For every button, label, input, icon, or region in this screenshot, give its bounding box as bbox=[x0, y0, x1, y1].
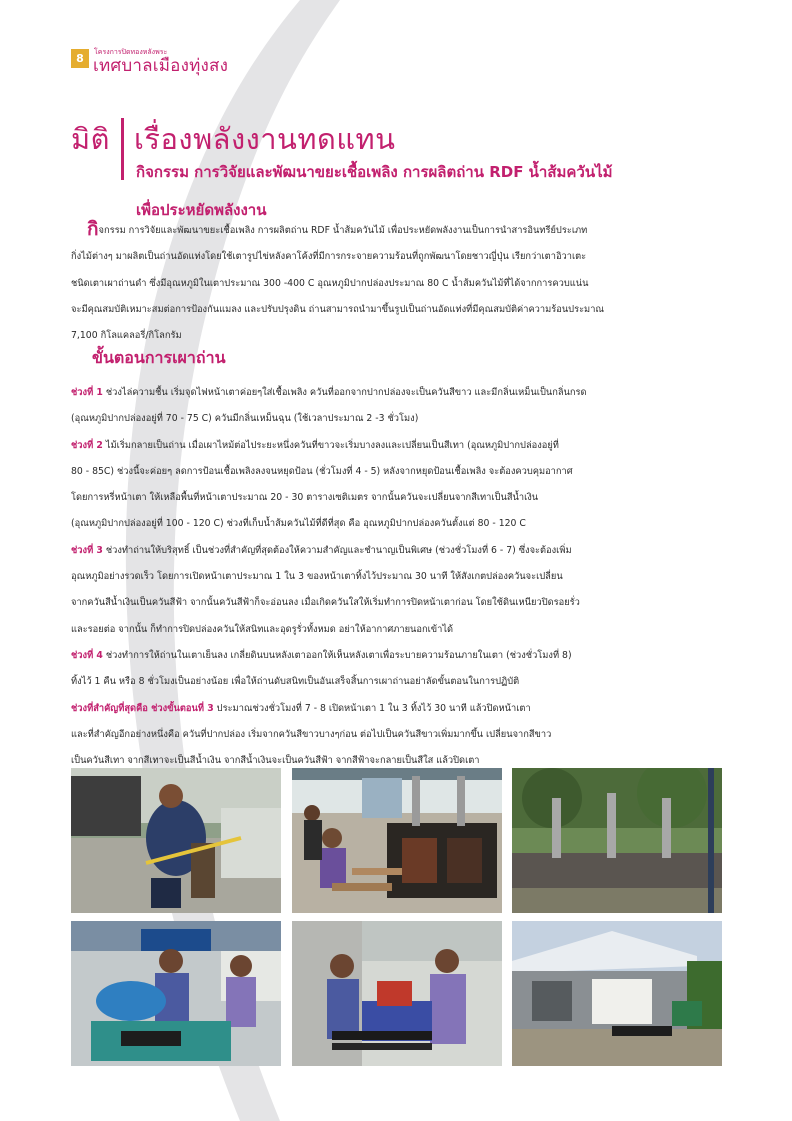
step-label: ช่วงที่ 2 bbox=[71, 439, 103, 451]
procedure-line bbox=[71, 696, 587, 722]
photo-washing-charcoal bbox=[71, 921, 281, 1066]
procedure-line-text: โดยการหรี่หน้าเตา ให้เหลือพื้นที่หน้าเตาประมาณ 20 - 30 ตารางเซติเมตร จากนั้นควันจะเปลี่ยนจากสีเทาเป็นสีน้ำเงิน bbox=[71, 492, 539, 504]
intro-line-2: กิ่งไม้ต่างๆ มาผลิตเป็นถ่านอัดแท่งโดยใช้เตารูปไข่หลังคาโค้งที่มีการกระจายความร้อนที่ถูกพัฒนาโดยชาวญี่ปุ่น เรียกว่าเตาอิวาเตะ bbox=[71, 251, 587, 263]
photo-man-sawing-wood bbox=[71, 768, 281, 913]
procedure-line-text: และที่สำคัญอีกอย่างหนึ่งคือ ควันที่ปากปล่อง เริ่มจากควันสีขาวบางๆก่อน ต่อไปเป็นควันสีขาวเพิ่มมากขึ้น เปลี่ยนจากสีขาว bbox=[71, 728, 552, 740]
intro-line-1 bbox=[71, 216, 604, 244]
title-part-a: มิติ bbox=[71, 122, 110, 156]
photo-kiln-loading bbox=[292, 768, 502, 913]
page-number-badge: 8 bbox=[71, 49, 89, 68]
step-label: ช่วงที่สำคัญที่สุดคือ ช่วงขั้นตอนที่ 3 bbox=[71, 702, 214, 714]
procedure-line-text: (อุณหภูมิปากปล่องอยู่ที่ 70 - 75 C) ควันมีกลิ่นเหม็นฉุน (ใช้เวลาประมาณ 2 -3 ชั่วโมง) bbox=[71, 413, 419, 425]
procedure-line-text: ไม้เริ่มกลายเป็นถ่าน เมื่อเผาไหม้ต่อไประยะหนึ่งควันที่ขาวจะเริ่มบางลงและเปลี่ยนเป็นสีเทา (อุณหภูมิปากปล่องอยู่ที่ bbox=[102, 439, 559, 451]
subtitle-line-1: กิจกรรม การวิจัยและพัฒนาขยะเชื้อเพลิง การผลิตถ่าน RDF น้ำส้มควันไม้ bbox=[136, 163, 613, 181]
procedure-line-text: และรอยต่อ จากนั้น ก็ทำการปิดปล่องควันให้สนิทและอุดรูรั่วทั้งหมด อย่าให้อากาศภายนอกเข้าได้ bbox=[71, 623, 454, 635]
procedure-line-text: ทิ้งไว้ 1 คืน หรือ 8 ชั่วโมงเป็นอย่างน้อย เพื่อให้ถ่านดับสนิทเป็นอันเสร็จสิ้นการเผาถ่านอย่าลัดขั้นตอนในการปฏิบัติ bbox=[71, 676, 520, 688]
procedure-body bbox=[71, 380, 587, 774]
procedure-line-text: ช่วงไล่ความชื้น เริ่มจุดไฟหน้าเตาค่อยๆใส่เชื้อเพลิง ควันที่ออกจากปากปล่องจะเป็นควันสีขาว และมีกลิ่นเหม็นเป็นกลิ่นกรด bbox=[102, 387, 587, 398]
header-org-name: เทศบาลเมืองทุ่งสง bbox=[93, 56, 229, 76]
procedure-line bbox=[71, 485, 587, 511]
dropcap: กิ bbox=[87, 218, 99, 240]
page-title: เรื่องพลังงานทดแทน bbox=[134, 122, 396, 156]
procedure-line bbox=[71, 617, 587, 643]
procedure-line-text: ช่วงทำการให้ถ่านในเตาเย็นลง เกลี่ยดินบนหลังเตาออกให้เห็นหลังเตาเพื่อระบายความร้อนภายในเตา (ช่วงชั่วโมงที่ 8) bbox=[102, 649, 572, 661]
procedure-heading: ขั้นตอนการเผาถ่าน bbox=[92, 348, 226, 367]
procedure-line bbox=[71, 433, 587, 459]
photo-facility-building bbox=[512, 921, 722, 1066]
procedure-line bbox=[71, 590, 587, 616]
procedure-line-text: ประมาณช่วงชั่วโมงที่ 7 - 8 เปิดหน้าเตา 1 ใน 3 ทิ้งไว้ 30 นาที แล้วปิดหน้าเตา bbox=[213, 702, 531, 714]
procedure-line-text: อุณหภูมิอย่างรวดเร็ว โดยการเปิดหน้าเตาประมาณ 1 ใน 3 ของหน้าเตาทิ้งไว้ประมาณ 30 นาที ให้สังเกตปล่องควันจะเปลี่ยน bbox=[71, 571, 563, 583]
procedure-line-text: จากควันสีน้ำเงินเป็นควันสีฟ้า จากนั้นควันสีฟ้าก็จะอ่อนลง เมื่อเกิดควันใสให้เริ่มทำการปิดหน้าเตาก่อน โดยใช้ดินเหนียวปิดรอยรั่ว bbox=[71, 597, 580, 609]
procedure-line bbox=[71, 538, 587, 564]
photo-charcoal-extruder bbox=[292, 921, 502, 1066]
intro-line-5: 7,100 กิโลแคลอรี่/กิโลกรัม bbox=[71, 330, 182, 342]
procedure-line-text: ช่วงทำถ่านให้บริสุทธิ์ เป็นช่วงที่สำคัญที่สุดต้องให้ความสำคัญและชำนาญเป็นพิเศษ (ช่วงชั่วโมงที่ 6 - 7) ซึ่งจะต้องเพิ่ม bbox=[102, 544, 572, 556]
procedure-line bbox=[71, 380, 587, 406]
procedure-line bbox=[71, 643, 587, 669]
subtitle-line-2: เพื่อประหยัดพลังงาน bbox=[136, 201, 267, 219]
step-label: ช่วงที่ 3 bbox=[71, 544, 103, 556]
step-label: ช่วงที่ 1 bbox=[71, 387, 103, 398]
procedure-line bbox=[71, 459, 587, 485]
intro-line-4: จะมีคุณสมบัติเหมาะสมต่อการป้องกันแมลง และปรับปรุงดิน ถ่านสามารถนำมาขึ้นรูปเป็นถ่านอัดแท่งที่มีคุณสมบัติค่าความร้อนประมาณ bbox=[71, 303, 605, 315]
procedure-line bbox=[71, 564, 587, 590]
photo-kilns-outdoor bbox=[512, 768, 722, 913]
intro-line-3: ชนิดเตาเผาถ่านดำ ซึ่งมีอุณหภูมิในเตาประมาณ 300 -400 C อุณหภูมิปากปล่องประมาณ 80 C น้ำส้มควันไม้ที่ได้จากการควบแน่น bbox=[71, 277, 589, 289]
procedure-line-text: เป็นควันสีเทา จากสีเทาจะเป็นสีน้ำเงิน จากสีน้ำเงินจะเป็นควันสีฟ้า จากสีฟ้าจะกลายเป็นสีใส แล้วปิดเตา bbox=[71, 755, 480, 767]
procedure-line bbox=[71, 511, 587, 537]
procedure-line bbox=[71, 669, 587, 695]
procedure-line bbox=[71, 406, 587, 432]
intro-paragraph bbox=[71, 216, 604, 349]
procedure-line-text: (อุณหภูมิปากปล่องอยู่ที่ 100 - 120 C) ช่วงที่เก็บน้ำส้มควันไม้ที่ดีที่สุด คือ อุณหภูมิปากปล่องควันตั้งแต่ 80 - 120 C bbox=[71, 518, 526, 530]
procedure-line bbox=[71, 722, 587, 748]
header-small-text: โครงการปิดทองหลังพระ bbox=[94, 48, 168, 56]
title-divider bbox=[121, 118, 124, 180]
procedure-line-text: 80 - 85C) ช่วงนี้จะค่อยๆ ลดการป้อนเชื้อเพลิงลงจนหยุดป้อน (ชั่วโมงที่ 4 - 5) หลังจากหยุดป้อนเชื้อเพลิง จะต้องควบคุมอากาศ bbox=[71, 465, 573, 477]
step-label: ช่วงที่ 4 bbox=[71, 649, 103, 661]
intro-line-1-text: จกรรม การวิจัยและพัฒนาขยะเชื้อเพลิง การผลิตถ่าน RDF น้ำส้มควันไม้ เพื่อประหยัดพลังงานเป็นการนำสารอินทรีย์ประเภท bbox=[98, 225, 588, 236]
